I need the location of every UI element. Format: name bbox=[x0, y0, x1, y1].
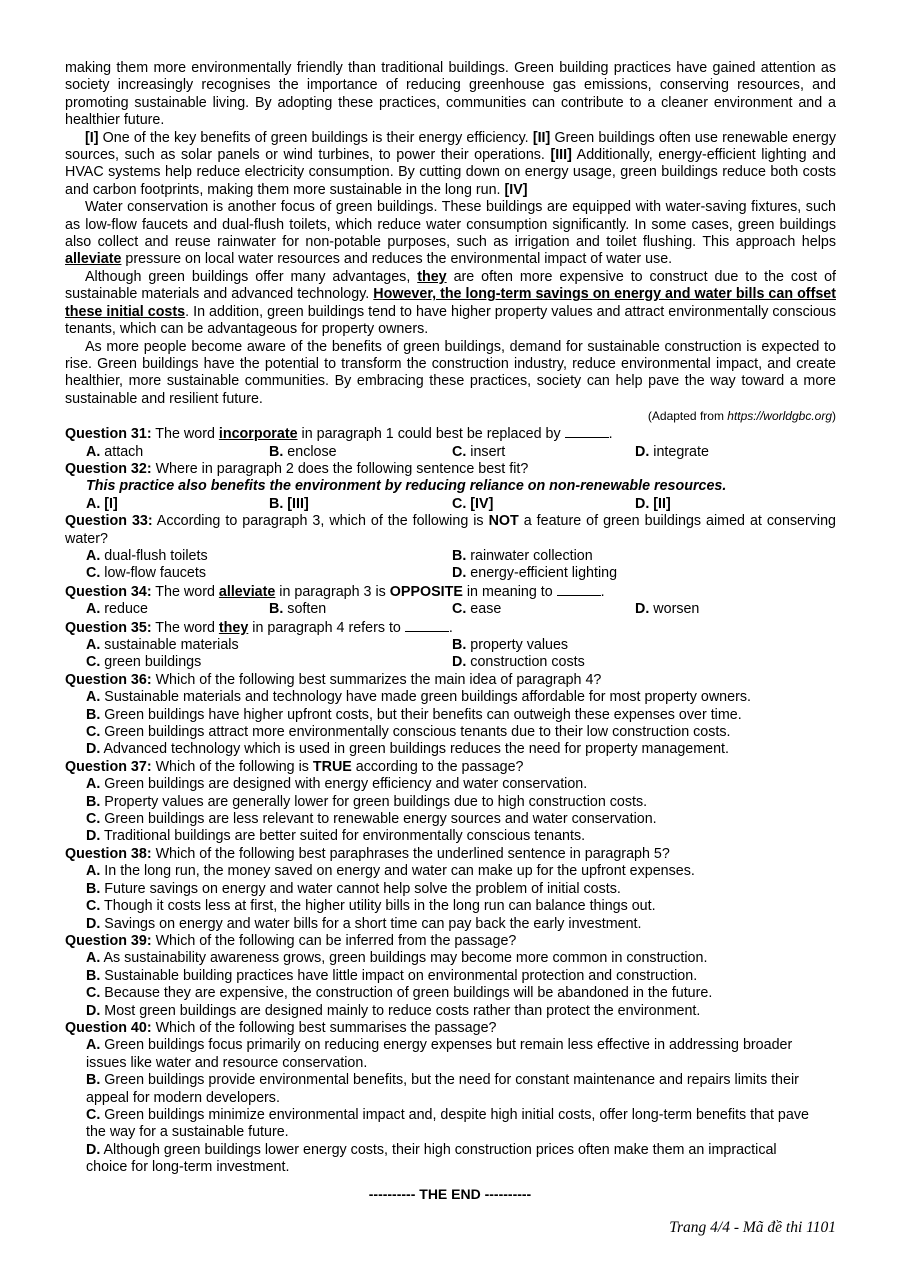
option-letter: D. bbox=[86, 1141, 101, 1158]
option-text: property values bbox=[470, 637, 569, 653]
question-31 bbox=[65, 425, 836, 443]
option-text: Green buildings are less relevant to renewable energy sources and water conservation. bbox=[104, 811, 657, 828]
option-b[interactable] bbox=[86, 1072, 816, 1107]
option-c[interactable] bbox=[452, 444, 635, 461]
option-text: Because they are expensive, the construction of green buildings will be abandoned in the future. bbox=[104, 985, 713, 1002]
option-d[interactable] bbox=[635, 496, 818, 513]
marker-ii: [II] bbox=[532, 129, 551, 146]
option-d[interactable] bbox=[452, 654, 818, 671]
keyword-alleviate: alleviate bbox=[65, 251, 122, 268]
option-text: Although green buildings lower energy costs, their high construction prices often make them an impractical choice for long-term investment. bbox=[86, 1141, 777, 1176]
option-d[interactable] bbox=[86, 1142, 816, 1177]
question-text: Which of the following best summarizes the main idea of paragraph 4? bbox=[151, 671, 602, 688]
insert-sentence: This practice also benefits the environment by reducing reliance on non-renewable resources. bbox=[86, 478, 727, 495]
marker-iii: [III] bbox=[550, 147, 572, 164]
option-text: worsen bbox=[653, 601, 700, 618]
question-text: The word bbox=[151, 619, 219, 636]
option-text: [III] bbox=[287, 495, 309, 512]
option-letter: D. bbox=[86, 741, 101, 758]
question-39 bbox=[65, 933, 836, 950]
keyword-true: TRUE bbox=[312, 758, 352, 775]
option-letter: B. bbox=[86, 793, 101, 810]
option-text: enclose bbox=[287, 443, 337, 460]
option-b[interactable] bbox=[86, 968, 836, 985]
question-text: in meaning to bbox=[462, 583, 557, 600]
option-text: integrate bbox=[653, 443, 709, 460]
question-text: According to paragraph 3, which of the following is bbox=[152, 513, 489, 530]
option-a[interactable] bbox=[86, 548, 452, 565]
question-text: in paragraph 1 could best be replaced by bbox=[297, 426, 565, 443]
passage-paragraph-4 bbox=[65, 269, 836, 339]
option-letter: A. bbox=[86, 1037, 101, 1054]
p2-text-3: Additionally, energy-efficient lighting and HVAC systems help reduce electricity consumption. By cutting down on energy usage, green buildings reduce both costs and carbon footprints, making them more sustainable in the long run. bbox=[65, 147, 837, 198]
keyword-alleviate: alleviate bbox=[218, 583, 276, 600]
q39-options bbox=[65, 950, 836, 1020]
option-c[interactable] bbox=[86, 1107, 816, 1142]
question-text: according to the passage? bbox=[351, 758, 524, 775]
option-a[interactable] bbox=[86, 496, 269, 513]
option-d[interactable] bbox=[86, 1003, 836, 1020]
option-a[interactable] bbox=[86, 1037, 816, 1072]
question-text: in paragraph 4 refers to bbox=[248, 619, 405, 636]
option-letter: C. bbox=[86, 654, 101, 671]
option-letter: A. bbox=[86, 547, 101, 564]
option-letter: A. bbox=[86, 776, 101, 793]
option-letter: A. bbox=[86, 863, 101, 880]
question-38 bbox=[65, 846, 836, 863]
q37-options bbox=[65, 776, 836, 846]
option-letter: C. bbox=[86, 1106, 101, 1123]
option-text: Green buildings minimize environmental impact and, despite high initial costs, offer long-term benefits that pave the way for a sustainable future. bbox=[86, 1106, 809, 1141]
end-marker: ---------- THE END ---------- bbox=[368, 1186, 532, 1202]
q38-options bbox=[65, 863, 836, 933]
option-letter: D. bbox=[635, 601, 650, 618]
question-text: . bbox=[608, 426, 613, 443]
question-number: Question 34: bbox=[65, 583, 152, 600]
source-url: https://worldgbc.org bbox=[727, 409, 832, 424]
option-b[interactable] bbox=[452, 548, 818, 565]
option-b[interactable] bbox=[86, 881, 836, 898]
option-letter: C. bbox=[452, 601, 467, 618]
option-a[interactable] bbox=[86, 601, 269, 618]
answer-blank bbox=[405, 619, 449, 632]
option-text: Green buildings attract more environmentally conscious tenants due to their low construction costs. bbox=[104, 724, 731, 741]
passage-paragraph-3 bbox=[65, 199, 836, 269]
option-text: reduce bbox=[104, 601, 149, 618]
option-letter: B. bbox=[452, 637, 467, 653]
option-text: Though it costs less at first, the higher utility bills in the long run can balance things out. bbox=[104, 898, 656, 915]
option-letter: D. bbox=[86, 915, 101, 932]
question-35 bbox=[65, 619, 836, 637]
option-letter: C. bbox=[452, 495, 467, 512]
option-text: ease bbox=[470, 601, 502, 618]
passage-paragraph-5: As more people become aware of the benefits of green buildings, demand for sustainable construction is expected to rise. Green buildings have the potential to transform the construction industry, reduce environmental impact, and create healthier, more sustainable communities. By embracing these practices, society can help pave the way toward a more sustainable and resilient future. bbox=[65, 338, 836, 407]
option-letter: B. bbox=[269, 601, 284, 618]
option-letter: D. bbox=[635, 443, 650, 460]
option-c[interactable] bbox=[86, 985, 836, 1002]
option-letter: C. bbox=[86, 724, 101, 741]
option-text: [I] bbox=[104, 495, 118, 512]
option-d[interactable] bbox=[86, 828, 836, 845]
q36-options bbox=[65, 689, 836, 759]
q33-options bbox=[65, 548, 836, 583]
q31-options bbox=[65, 444, 836, 461]
option-b[interactable] bbox=[86, 794, 836, 811]
p4-text-1: Although green buildings offer many advantages, bbox=[85, 268, 418, 285]
option-text: Green buildings have higher upfront costs, but their benefits can outweigh these expenses over time. bbox=[104, 706, 742, 723]
option-letter: C. bbox=[86, 811, 101, 828]
question-number: Question 35: bbox=[65, 619, 152, 636]
question-text: . bbox=[600, 583, 605, 600]
p4-text-3: . In addition, green buildings tend to have higher property values and attract environmentally conscious tenants, which can be advantageous for property owners. bbox=[65, 303, 836, 338]
option-text: Advanced technology which is used in green buildings reduces the need for property management. bbox=[103, 741, 729, 758]
option-b[interactable] bbox=[452, 637, 818, 654]
option-text: Property values are generally lower for green buildings due to high construction costs. bbox=[104, 793, 648, 810]
question-number: Question 31: bbox=[65, 426, 152, 443]
source-suffix: ) bbox=[832, 409, 836, 424]
option-text: In the long run, the money saved on energy and water can make up for the upfront expenses. bbox=[104, 863, 695, 880]
option-text: sustainable materials bbox=[104, 637, 239, 653]
keyword-opposite: OPPOSITE bbox=[389, 583, 463, 600]
option-letter: C. bbox=[86, 565, 101, 582]
option-text: Green buildings provide environmental benefits, but the need for constant maintenance and repairs limits their appeal for modern developers. bbox=[86, 1072, 799, 1106]
option-letter: D. bbox=[86, 1002, 101, 1019]
question-text: Which of the following is bbox=[151, 758, 313, 775]
source-note bbox=[65, 408, 836, 424]
option-letter: B. bbox=[452, 547, 467, 564]
option-letter: D. bbox=[452, 565, 467, 582]
option-text: attach bbox=[104, 443, 144, 460]
option-text: Savings on energy and water bills for a short time can pay back the early investment. bbox=[104, 915, 642, 932]
question-text: Which of the following best paraphrases the underlined sentence in paragraph 5? bbox=[151, 845, 670, 862]
option-a[interactable] bbox=[86, 689, 836, 706]
option-letter: B. bbox=[86, 880, 101, 897]
question-number: Question 33: bbox=[65, 513, 153, 530]
option-d[interactable] bbox=[452, 565, 818, 582]
option-text: [II] bbox=[653, 495, 671, 512]
question-text: The word bbox=[151, 426, 219, 443]
exam-page bbox=[65, 60, 836, 1177]
option-d[interactable] bbox=[86, 741, 836, 758]
question-32 bbox=[65, 461, 836, 478]
page-footer: Trang 4/4 - Mã đề thi 1101 bbox=[669, 1219, 836, 1236]
question-number: Question 32: bbox=[65, 460, 152, 477]
option-text: construction costs bbox=[470, 654, 585, 671]
option-b[interactable] bbox=[86, 707, 836, 724]
option-letter: D. bbox=[635, 495, 650, 512]
option-letter: B. bbox=[269, 495, 284, 512]
option-c[interactable] bbox=[86, 898, 836, 915]
option-text: dual-flush toilets bbox=[104, 547, 208, 564]
option-a[interactable] bbox=[86, 637, 452, 654]
option-text: Future savings on energy and water cannot help solve the problem of initial costs. bbox=[104, 880, 621, 897]
option-letter: A. bbox=[86, 443, 101, 460]
option-text: [IV] bbox=[470, 495, 494, 512]
option-text: green buildings bbox=[104, 654, 202, 671]
option-c[interactable] bbox=[86, 811, 836, 828]
question-36 bbox=[65, 672, 836, 689]
question-number: Question 36: bbox=[65, 671, 152, 688]
p4-text-2: are often more expensive to construct due to the cost of sustainable materials and advanced technology. bbox=[65, 268, 836, 303]
option-b[interactable] bbox=[269, 601, 452, 618]
option-c[interactable] bbox=[86, 565, 452, 582]
answer-blank bbox=[565, 425, 609, 438]
passage-paragraph-1: making them more environmentally friendly than traditional buildings. Green building practices have gained attention as society increasingly recognises the importance of reducing greenhouse gas emissions, conserving resources, and promoting sustainable living. By adopting these practices, communities can contribute to a cleaner environment and a healthier future. bbox=[65, 60, 836, 129]
option-letter: A. bbox=[86, 689, 101, 706]
option-letter: B. bbox=[86, 1072, 101, 1089]
option-a[interactable] bbox=[86, 950, 836, 967]
p2-text-1: One of the key benefits of green buildings is their energy efficiency. bbox=[98, 129, 533, 146]
underlined-sentence: However, the long-term savings on energy and water bills can offset these initial costs bbox=[65, 286, 836, 320]
option-text: insert bbox=[470, 443, 506, 460]
p3-text-1: Water conservation is another focus of green buildings. These buildings are equipped with water-saving fixtures, such as low-flow faucets and dual-flush toilets, which reduce water consumption significantly. In some cases, green buildings also collect and reuse rainwater for non-potable purposes, such as irrigation and toilet flushing. This approach helps bbox=[65, 199, 836, 251]
question-text: . bbox=[448, 619, 453, 636]
option-text: Sustainable building practices have little impact on environmental protection and construction. bbox=[104, 967, 698, 984]
q35-options bbox=[65, 637, 836, 672]
question-37 bbox=[65, 759, 836, 776]
question-text: in paragraph 3 is bbox=[275, 583, 390, 600]
q40-options bbox=[65, 1037, 836, 1176]
option-letter: B. bbox=[86, 967, 101, 984]
question-40 bbox=[65, 1020, 836, 1037]
option-letter: A. bbox=[86, 495, 101, 512]
option-b[interactable] bbox=[269, 496, 452, 513]
keyword-they: they bbox=[417, 268, 447, 285]
option-letter: C. bbox=[452, 443, 467, 460]
option-text: Sustainable materials and technology have made green buildings affordable for most property owners. bbox=[104, 689, 751, 706]
option-c[interactable] bbox=[452, 601, 635, 618]
question-number: Question 40: bbox=[65, 1019, 152, 1036]
option-c[interactable] bbox=[452, 496, 635, 513]
option-d[interactable] bbox=[635, 601, 818, 618]
option-letter: C. bbox=[86, 898, 101, 915]
option-letter: A. bbox=[86, 601, 101, 618]
question-text: Which of the following can be inferred from the passage? bbox=[151, 932, 517, 949]
passage-paragraph-2 bbox=[65, 130, 836, 200]
option-text: rainwater collection bbox=[470, 547, 593, 564]
keyword-incorporate: incorporate bbox=[218, 426, 298, 443]
option-text: Green buildings are designed with energy efficiency and water conservation. bbox=[104, 776, 588, 793]
option-letter: B. bbox=[86, 706, 101, 723]
option-letter: A. bbox=[86, 950, 101, 967]
question-number: Question 37: bbox=[65, 758, 152, 775]
option-a[interactable] bbox=[86, 444, 269, 461]
option-text: As sustainability awareness grows, green buildings may become more common in construction. bbox=[103, 950, 708, 967]
p2-text-2: Green buildings often use renewable energy sources, such as solar panels or wind turbines, to power their operations. bbox=[65, 129, 836, 164]
question-33 bbox=[65, 513, 836, 548]
p3-text-2: pressure on local water resources and reduces the environmental impact of water use. bbox=[121, 251, 673, 268]
question-text: Where in paragraph 2 does the following sentence best fit? bbox=[151, 460, 529, 477]
option-text: low-flow faucets bbox=[104, 565, 207, 582]
q32-options bbox=[65, 496, 836, 513]
option-c[interactable] bbox=[86, 654, 452, 671]
option-c[interactable] bbox=[86, 724, 836, 741]
option-text: Green buildings focus primarily on reducing energy expenses but remain less effective in addressing broader issues like water and resource conservation. bbox=[86, 1037, 793, 1071]
option-text: energy-efficient lighting bbox=[470, 565, 618, 582]
answer-blank bbox=[557, 583, 601, 596]
option-letter: D. bbox=[86, 828, 101, 845]
question-text: Which of the following best summarises the passage? bbox=[151, 1019, 497, 1036]
source-prefix: (Adapted from bbox=[647, 409, 728, 424]
option-a[interactable] bbox=[86, 863, 836, 880]
option-letter: A. bbox=[86, 637, 101, 653]
marker-i: [I] bbox=[85, 129, 99, 146]
question-text: The word bbox=[151, 583, 219, 600]
q34-options bbox=[65, 601, 836, 618]
option-d[interactable] bbox=[635, 444, 818, 461]
question-number: Question 39: bbox=[65, 932, 152, 949]
option-letter: D. bbox=[452, 654, 467, 671]
marker-iv: [IV] bbox=[504, 181, 528, 198]
option-text: soften bbox=[287, 601, 327, 618]
option-b[interactable] bbox=[269, 444, 452, 461]
question-text: a feature of green buildings aimed at conserving water? bbox=[65, 513, 836, 547]
keyword-not: NOT bbox=[488, 513, 519, 530]
option-letter: B. bbox=[269, 443, 284, 460]
option-letter: C. bbox=[86, 985, 101, 1002]
question-34 bbox=[65, 583, 836, 601]
option-d[interactable] bbox=[86, 916, 836, 933]
question-number: Question 38: bbox=[65, 845, 152, 862]
option-text: Traditional buildings are better suited for environmentally conscious tenants. bbox=[104, 828, 586, 845]
option-a[interactable] bbox=[86, 776, 836, 793]
option-text: Most green buildings are designed mainly to reduce costs rather than protect the environment. bbox=[104, 1002, 701, 1019]
keyword-they: they bbox=[218, 619, 249, 636]
